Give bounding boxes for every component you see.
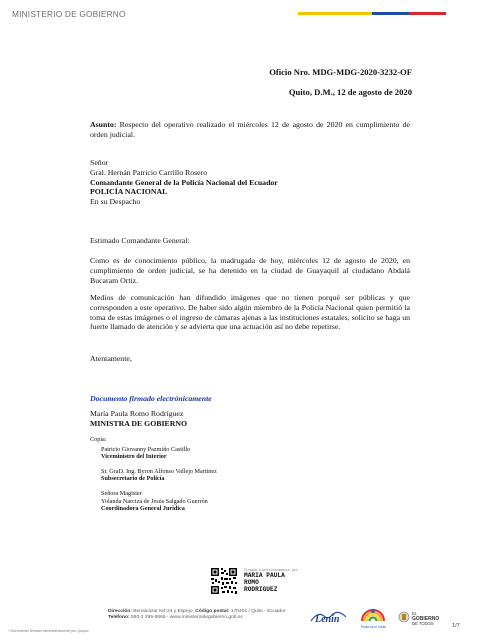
copies-label: Copia: [90,436,107,443]
subject-text: Respecto del operativo realizado el miércoles 12 de agosto de 2020 en cumplimiento de orden judicial. [90,120,410,139]
copies-block [90,436,217,520]
copy-entry: Señora Magister Yolanda Narciza de Jesús Salgado Guerrón Coordinadora General Jurídica [101,489,208,513]
recipient-location: En su Despacho [90,197,141,207]
signer-title: MINISTRA DE GOBIERNO [90,418,188,428]
recipient-institution: POLICÍA NACIONAL [90,187,168,197]
svg-text:Toda una Vida: Toda una Vida [360,624,386,629]
gobierno-de-todos-logo [398,609,442,634]
footer-contact: Dirección: Benalcázar N4-24 y Espejo. Código postal: 170401 / Quito - Ecuador Teléfono: 593-2 295-5666 - www.ministeriodegobierno.gob.ec [108,609,286,621]
closing: Atentamente, [90,354,132,363]
copy-entry: Sr. GraD. Ing. Byron Alfonso Vallejo Martinez Subsecretario de Policía [101,467,217,483]
subject-label: Asunto: [90,120,117,129]
svg-text:Lenín: Lenín [315,614,340,625]
page-number: 1/7 [452,623,460,629]
recipient-block [90,158,410,207]
lenin-signature-logo-icon [308,607,352,627]
signer-block [90,409,187,429]
toda-una-vida-logo-icon [358,601,388,631]
svg-text:GOBIERNO: GOBIERNO [412,616,440,622]
svg-text:DE TODOS: DE TODOS [412,621,434,626]
electronic-signature-note: Documento firmado electrónicamente [90,394,212,403]
office-number: Oficio Nro. MDG-MDG-2020-3232-OF [269,67,412,77]
recipient-name: Gral. Hernán Patricio Carrillo Rosero [90,167,208,177]
ministry-logo-text: MINISTERIO DE GOBIERNO [12,9,126,19]
copy-entry: Patricio Giovanny Pazmiño Castillo Viceministro del Interior [101,445,191,461]
body-paragraph-1: Como es de conocimiento público, la madrugada de hoy, miércoles 12 de agosto de 2020, en cumplimiento de orden judicial, se ha detenido en la ciudad de Guayaquil al ciudadano Abdalá Bucaram Ortiz. [90,256,410,285]
generated-note: * Documento firmado electrónicamente por Quipux [8,629,89,633]
recipient-title: Comandante General de la Policía Nacional del Ecuador [90,177,278,187]
place-date: Quito, D.M., 12 de agosto de 2020 [288,87,412,97]
coat-of-arms-icon [398,609,442,629]
qr-code-icon [210,567,238,595]
salutation: Estimado Comandante General: [90,236,190,245]
recipient-greeting: Señor [90,158,109,167]
signer-name: María Paula Romo Rodríguez [90,409,184,418]
subject [90,120,410,140]
signature-stamp: Firmado electrónicamente por: MARIA PAULA ROMO RODRIGUEZ [244,568,300,593]
svg-text:EL: EL [412,611,418,616]
body-paragraph-2: Medios de comunicación han difundido imágenes que no tienen porqué ser públicas y que corresponden a este operativo. De haber sido algún miembro de la Policía Nacional quien permitió la toma de estas imágenes o el ingreso de cámaras ajenas a las instituciones estatales, solicito se haga un fuerte llamado de atención y se advierta que una actuación así no debe repetirse. [90,293,410,332]
flag-color-bar [298,12,446,15]
